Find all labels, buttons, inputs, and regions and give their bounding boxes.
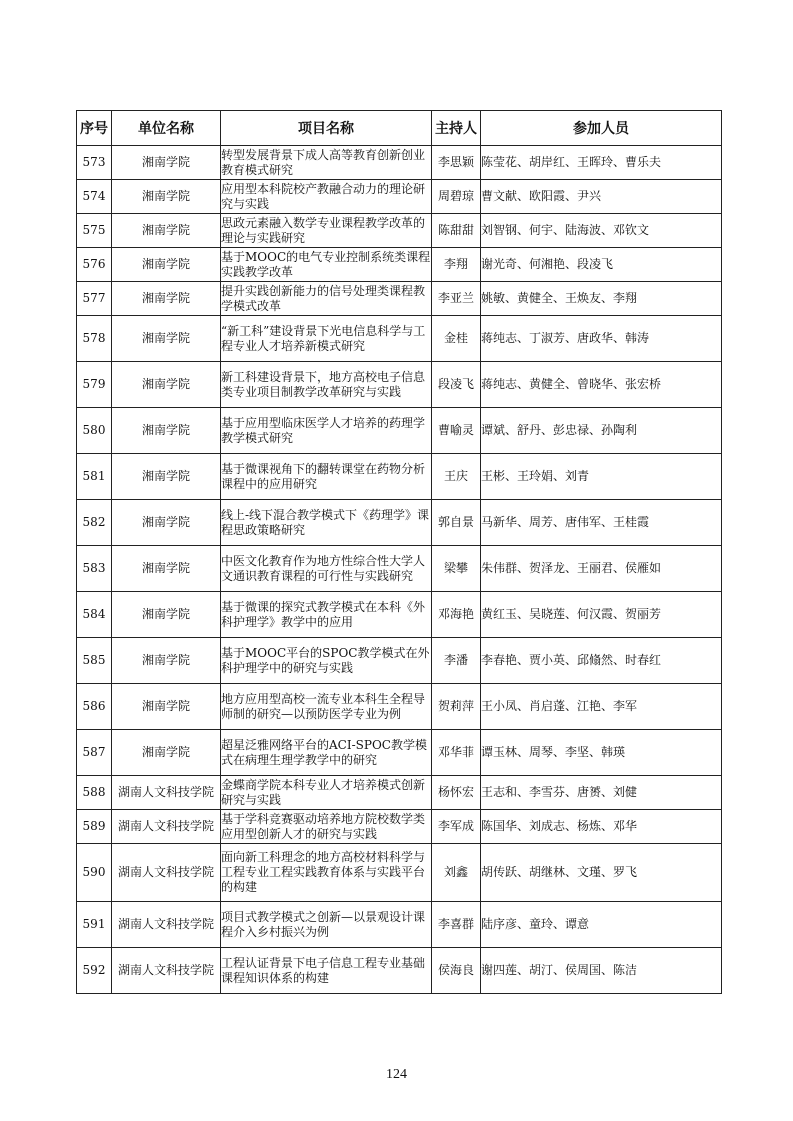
row-serial-no: 583 [77,546,112,592]
row-host: 侯海良 [432,948,481,994]
row-members: 谭斌、舒丹、彭忠禄、孙陶利 [481,408,722,454]
row-unit-name: 湘南学院 [112,638,221,684]
row-members: 曹文献、欧阳霞、尹兴 [481,180,722,214]
table-row [77,592,722,638]
row-host: 李潘 [432,638,481,684]
row-serial-no: 592 [77,948,112,994]
row-project-name: 应用型本科院校产教融合动力的理论研究与实践 [221,180,432,214]
table-row [77,362,722,408]
row-members: 王小凤、肖启蓬、江艳、李军 [481,684,722,730]
row-serial-no: 574 [77,180,112,214]
header-serial-no: 序号 [77,111,112,146]
row-unit-name: 湘南学院 [112,362,221,408]
project-table [76,110,722,994]
row-project-name: 基于学科竞赛驱动培养地方院校数学类应用型创新人才的研究与实践 [221,810,432,844]
row-host: 杨怀宏 [432,776,481,810]
row-project-name: 金蝶商学院本科专业人才培养模式创新研究与实践 [221,776,432,810]
row-project-name: “新工科”建设背景下光电信息科学与工程专业人才培养新模式研究 [221,316,432,362]
row-project-name: 思政元素融入数学专业课程教学改革的理论与实践研究 [221,214,432,248]
row-host: 曹喻灵 [432,408,481,454]
row-host: 李亚兰 [432,282,481,316]
table-row [77,638,722,684]
row-serial-no: 573 [77,146,112,180]
row-project-name: 面向新工科理念的地方高校材料科学与工程专业工程实践教育体系与实践平台的构建 [221,844,432,902]
row-serial-no: 586 [77,684,112,730]
row-members: 陈莹花、胡岸红、王晖玲、曹乐夫 [481,146,722,180]
table-row [77,844,722,902]
row-project-name: 中医文化教育作为地方性综合性大学人文通识教育课程的可行性与实践研究 [221,546,432,592]
row-serial-no: 580 [77,408,112,454]
row-host: 金桂 [432,316,481,362]
table-row [77,248,722,282]
row-unit-name: 湖南人文科技学院 [112,776,221,810]
page-number: 124 [386,1067,407,1082]
row-members: 朱伟群、贺泽龙、王丽君、侯雁如 [481,546,722,592]
row-unit-name: 湘南学院 [112,454,221,500]
row-unit-name: 湘南学院 [112,500,221,546]
row-members: 李春艳、贾小英、邱翛然、时春红 [481,638,722,684]
row-host: 王庆 [432,454,481,500]
row-members: 陆序彦、童玲、谭意 [481,902,722,948]
row-members: 王彬、王玲娟、刘青 [481,454,722,500]
row-host: 刘鑫 [432,844,481,902]
row-members: 姚敏、黄健全、王焕友、李翔 [481,282,722,316]
row-unit-name: 湖南人文科技学院 [112,902,221,948]
row-members: 蒋纯志、丁淑芳、唐政华、韩涛 [481,316,722,362]
row-host: 李思颖 [432,146,481,180]
row-serial-no: 575 [77,214,112,248]
row-serial-no: 589 [77,810,112,844]
row-serial-no: 587 [77,730,112,776]
row-members: 王志和、李雪芬、唐赟、刘健 [481,776,722,810]
row-host: 李喜群 [432,902,481,948]
row-host: 邓海艳 [432,592,481,638]
row-host: 郭自景 [432,500,481,546]
row-unit-name: 湖南人文科技学院 [112,948,221,994]
row-serial-no: 590 [77,844,112,902]
row-unit-name: 湘南学院 [112,180,221,214]
row-serial-no: 588 [77,776,112,810]
row-host: 李翔 [432,248,481,282]
row-project-name: 转型发展背景下成人高等教育创新创业教育模式研究 [221,146,432,180]
table-row [77,948,722,994]
row-host: 贺莉萍 [432,684,481,730]
row-serial-no: 577 [77,282,112,316]
row-project-name: 基于微课的探究式教学模式在本科《外科护理学》教学中的应用 [221,592,432,638]
row-host: 周碧琼 [432,180,481,214]
row-serial-no: 581 [77,454,112,500]
row-members: 马新华、周芳、唐伟军、王桂霞 [481,500,722,546]
row-members: 陈国华、刘成志、杨炼、邓华 [481,810,722,844]
row-unit-name: 湘南学院 [112,546,221,592]
row-project-name: 基于微课视角下的翻转课堂在药物分析课程中的应用研究 [221,454,432,500]
table-row [77,776,722,810]
table-row [77,810,722,844]
table-row [77,684,722,730]
row-unit-name: 湘南学院 [112,146,221,180]
row-members: 谢四莲、胡汀、侯周国、陈洁 [481,948,722,994]
row-host: 陈甜甜 [432,214,481,248]
row-serial-no: 576 [77,248,112,282]
row-serial-no: 584 [77,592,112,638]
row-unit-name: 湘南学院 [112,592,221,638]
row-unit-name: 湘南学院 [112,316,221,362]
row-host: 邓华菲 [432,730,481,776]
table-row [77,500,722,546]
row-members: 黄红玉、吴晓莲、何汉霞、贺丽芳 [481,592,722,638]
table-row [77,180,722,214]
table-row [77,546,722,592]
row-unit-name: 湘南学院 [112,282,221,316]
table-row [77,902,722,948]
row-unit-name: 湘南学院 [112,248,221,282]
row-project-name: 新工科建设背景下，地方高校电子信息类专业项目制教学改革研究与实践 [221,362,432,408]
row-serial-no: 582 [77,500,112,546]
row-unit-name: 湖南人文科技学院 [112,810,221,844]
row-serial-no: 578 [77,316,112,362]
row-project-name: 基于MOOC的电气专业控制系统类课程实践教学改革 [221,248,432,282]
row-serial-no: 591 [77,902,112,948]
header-unit-name: 单位名称 [112,111,221,146]
table-header-row [77,111,722,146]
header-host: 主持人 [432,111,481,146]
header-members: 参加人员 [481,111,722,146]
table-row [77,146,722,180]
row-host: 李军成 [432,810,481,844]
row-project-name: 项目式教学模式之创新—以景观设计课程介入乡村振兴为例 [221,902,432,948]
row-members: 谢光奇、何湘艳、段凌飞 [481,248,722,282]
row-members: 蒋纯志、黄健全、曾晓华、张宏桥 [481,362,722,408]
row-unit-name: 湖南人文科技学院 [112,844,221,902]
row-project-name: 工程认证背景下电子信息工程专业基础课程知识体系的构建 [221,948,432,994]
row-unit-name: 湘南学院 [112,214,221,248]
table-row [77,214,722,248]
row-project-name: 地方应用型高校一流专业本科生全程导师制的研究—以预防医学专业为例 [221,684,432,730]
table-row [77,454,722,500]
row-unit-name: 湘南学院 [112,684,221,730]
row-project-name: 基于MOOC平台的SPOC教学模式在外科护理学中的研究与实践 [221,638,432,684]
row-serial-no: 579 [77,362,112,408]
row-unit-name: 湘南学院 [112,408,221,454]
row-members: 刘智钢、何宇、陆海波、邓钦文 [481,214,722,248]
row-project-name: 基于应用型临床医学人才培养的药理学教学模式研究 [221,408,432,454]
row-host: 梁攀 [432,546,481,592]
row-project-name: 线上-线下混合教学模式下《药理学》课程思政策略研究 [221,500,432,546]
row-members: 胡传跃、胡继林、文瑾、罗飞 [481,844,722,902]
header-project-name: 项目名称 [221,111,432,146]
row-project-name: 提升实践创新能力的信号处理类课程教学模式改革 [221,282,432,316]
row-unit-name: 湘南学院 [112,730,221,776]
row-members: 谭玉林、周琴、李坚、韩瑛 [481,730,722,776]
row-project-name: 超星泛雅网络平台的ACI-SPOC教学模式在病理生理学教学中的研究 [221,730,432,776]
row-host: 段凌飞 [432,362,481,408]
table-row [77,730,722,776]
table-row [77,316,722,362]
table-row [77,282,722,316]
table-row [77,408,722,454]
row-serial-no: 585 [77,638,112,684]
